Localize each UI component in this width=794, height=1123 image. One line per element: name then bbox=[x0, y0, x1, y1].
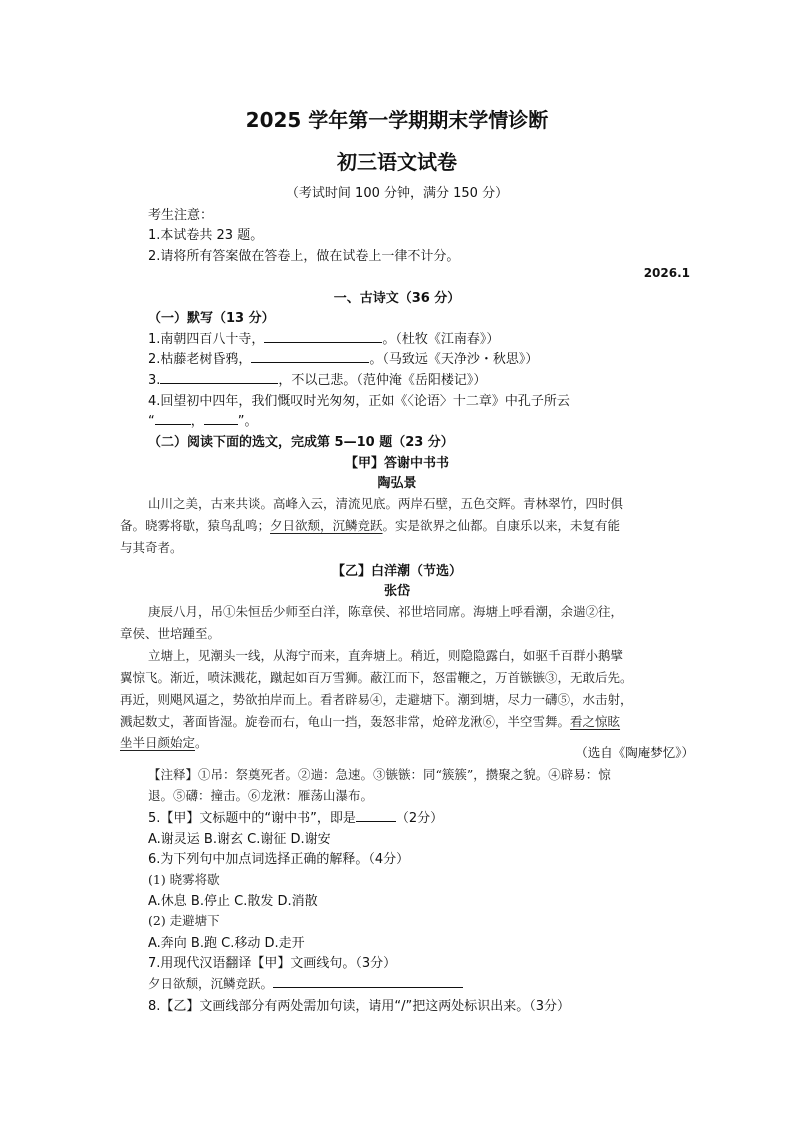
q2-before: 2.枯藤老树昏鸦， bbox=[148, 352, 252, 367]
text-a-underlined-sentence: 夕日欲颓，沉鳞竞跃 bbox=[270, 518, 383, 533]
q1-answer-blank bbox=[264, 329, 382, 343]
text-b-p2-line-1: 立塘上，见潮头一线，从海宁而来，直奔塘上。稍近，则隐隐露白，如驱千百群小鹅擘 bbox=[148, 648, 624, 663]
q7-sentence: 夕日欲颓，沉鳞竞跃。 bbox=[148, 974, 463, 992]
question-1 bbox=[148, 328, 499, 347]
q6-sub-2: (2) 走避塘下 bbox=[148, 913, 220, 928]
text-b-title: 【乙】白洋潮（节选） bbox=[331, 564, 462, 579]
text-b-underlined-part-1: 看之惊眩 bbox=[570, 714, 621, 729]
text-a-line-1: 山川之美，古来共谈。高峰入云，清流见底。两岸石壁，五色交辉。青林翠竹，四时俱 bbox=[148, 496, 624, 511]
text-a-title: 【甲】答谢中书书 bbox=[344, 456, 449, 471]
q4-blank-1 bbox=[155, 411, 191, 425]
question-4-line2: “ ， ”。 bbox=[148, 410, 258, 429]
question-5: 5.【甲】文标题中的“谢中书”，即是 （2分） bbox=[148, 807, 443, 826]
q6-sub-1-options: A.休息 B.停止 C.散发 D.消散 bbox=[148, 894, 318, 909]
q1-after: 。（杜牧《江南春》） bbox=[382, 332, 500, 347]
text-b-p1-line-1: 庚辰八月，吊①朱恒岳少师至白洋，陈章侯、祁世培同席。海塘上呼看潮，余遄②往， bbox=[148, 604, 624, 619]
q6-sub-1: (1) 晓雾将歇 bbox=[148, 872, 220, 887]
question-8: 8.【乙】文画线部分有两处需加句读，请用“/”把这两处标识出来。（3分） bbox=[148, 999, 571, 1014]
text-b-source: （选自《陶庵梦忆》） bbox=[575, 745, 694, 760]
q3-answer-blank bbox=[160, 370, 278, 384]
notice-heading: 考生注意： bbox=[148, 208, 214, 223]
notes-line-2: 退。⑤礴：撞击。⑥龙湫：雁荡山瀑布。 bbox=[148, 788, 374, 803]
q6-sub-2-options: A.奔向 B.跑 C.移动 D.走开 bbox=[148, 936, 305, 951]
q2-after: 。（马致远《天净沙・秋思》） bbox=[369, 352, 539, 367]
text-a-line-2: 备。晓雾将歇，猿鸟乱鸣；夕日欲颓，沉鳞竞跃。实是欲界之仙都。自康乐以来，未复有能 bbox=[120, 518, 621, 533]
q5-answer-blank bbox=[356, 808, 396, 822]
exam-title: 2025 学年第一学期期末学情诊断 bbox=[245, 108, 549, 132]
part1-title: （一）默写（13 分） bbox=[148, 311, 275, 326]
exam-subtitle: 初三语文试卷 bbox=[337, 150, 457, 174]
text-a-author: 陶弘景 bbox=[377, 476, 417, 491]
text-b-p2-line-4: 溅起数丈，著面皆湿。旋卷而右，龟山一挡，轰怒非常，炝碎龙湫⑥，半空雪舞。看之惊眩 bbox=[120, 714, 621, 729]
notice-item-2: 2.请将所有答案做在答卷上，做在试卷上一律不计分。 bbox=[148, 249, 460, 264]
question-6: 6.为下列句中加点词选择正确的解释。（4分） bbox=[148, 852, 410, 867]
text-b-p2-line-3: 再近，则飓风逼之，势欲拍岸而上。看者辟易④，走避塘下。潮到塘，尽力一礴⑤，水击射， bbox=[120, 692, 633, 707]
question-2 bbox=[148, 348, 538, 367]
exam-info: （考试时间 100 分钟，满分 150 分） bbox=[285, 186, 509, 201]
q4-blank-2 bbox=[204, 411, 238, 425]
text-b-p2-line-5: 坐半日颜始定。 bbox=[120, 735, 208, 750]
q3-after: ，不以己悲。（范仲淹《岳阳楼记》） bbox=[278, 373, 487, 388]
question-7: 7.用现代汉语翻译【甲】文画线句。（3分） bbox=[148, 956, 397, 971]
text-b-p2-line-2: 翼惊飞。渐近，喷沫溅花，蹴起如百万雪狮。蔽江而下，怒雷鞭之，万首镞镞③，无敢后先。 bbox=[120, 670, 633, 685]
q7-answer-blank bbox=[273, 974, 463, 988]
text-b-p1-line-2: 章侯、世培踵至。 bbox=[120, 626, 221, 641]
exam-date: 2026.1 bbox=[643, 266, 690, 280]
notice-item-1: 1.本试卷共 23 题。 bbox=[148, 228, 264, 243]
question-4-line1: 4.回望初中四年，我们慨叹时光匆匆，正如《〈论语〉十二章》中孔子所云 bbox=[148, 394, 570, 409]
section-title: 一、古诗文（36 分） bbox=[333, 291, 461, 306]
q5-options: A.谢灵运 B.谢玄 C.谢征 D.谢安 bbox=[148, 832, 331, 847]
text-a-line-3: 与其奇者。 bbox=[120, 540, 183, 555]
q3-before: 3. bbox=[148, 373, 161, 388]
q2-answer-blank bbox=[251, 349, 369, 363]
part2-title: （二）阅读下面的选文，完成第 5—10 题（23 分） bbox=[148, 435, 454, 450]
text-b-author: 张岱 bbox=[383, 584, 410, 599]
notes-line-1: 【注释】①吊：祭奠死者。②遄：急速。③镞镞：同“簇簇”，攒聚之貌。④辟易：惊 bbox=[148, 767, 611, 782]
text-b-underlined-part-2: 坐半日颜始定 bbox=[120, 735, 196, 750]
question-3 bbox=[148, 369, 486, 388]
q1-before: 1.南朝四百八十寺， bbox=[148, 332, 265, 347]
